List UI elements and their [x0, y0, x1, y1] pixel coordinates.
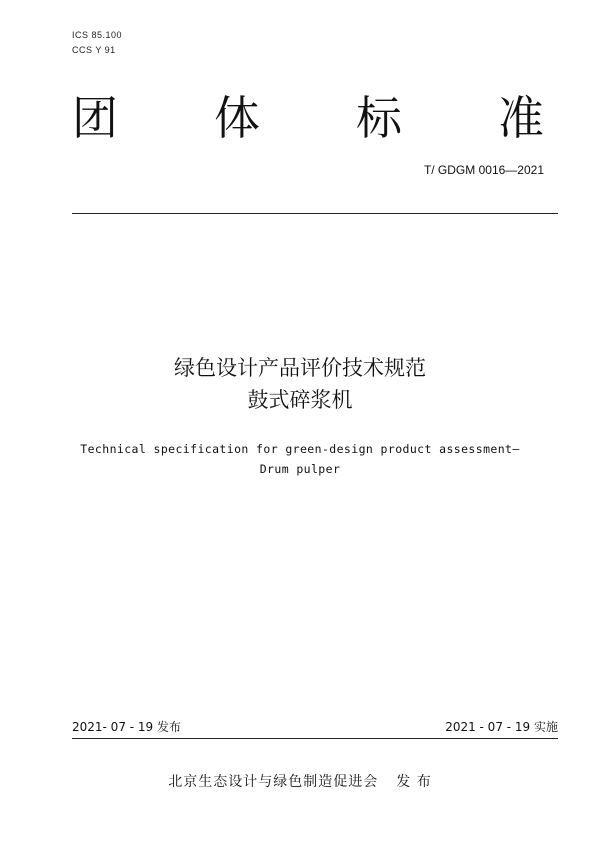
english-title-line: Technical specification for green-design product assessment— — [80, 442, 520, 456]
standard-number: T/ GDGM 0016—2021 — [423, 163, 544, 177]
standard-type-heading — [72, 88, 544, 148]
top-divider — [72, 213, 558, 214]
ics-code: ICS 85.100 — [72, 30, 123, 40]
chinese-title-line: 绿色设计产品评价技术规范 — [174, 356, 426, 380]
publisher-line — [0, 772, 600, 792]
classification-codes — [72, 28, 122, 58]
heading-char: 团 — [72, 91, 118, 145]
heading-char: 标 — [356, 91, 402, 145]
publisher-name: 北京生态设计与绿色制造促进会 — [168, 774, 379, 790]
english-title — [0, 439, 600, 479]
bottom-divider — [72, 738, 558, 739]
heading-char: 准 — [498, 91, 544, 145]
issue-date: 2021- 07 - 19 发布 — [72, 720, 181, 734]
chinese-subtitle-line: 鼓式碎浆机 — [247, 388, 353, 412]
publish-action: 发 布 — [396, 774, 432, 790]
english-subtitle-line: Drum pulper — [259, 462, 341, 476]
chinese-title — [0, 352, 600, 416]
ccs-code: CCS Y 91 — [72, 45, 116, 55]
implementation-date: 2021 - 07 - 19 实施 — [445, 720, 558, 734]
heading-char: 体 — [214, 91, 260, 145]
